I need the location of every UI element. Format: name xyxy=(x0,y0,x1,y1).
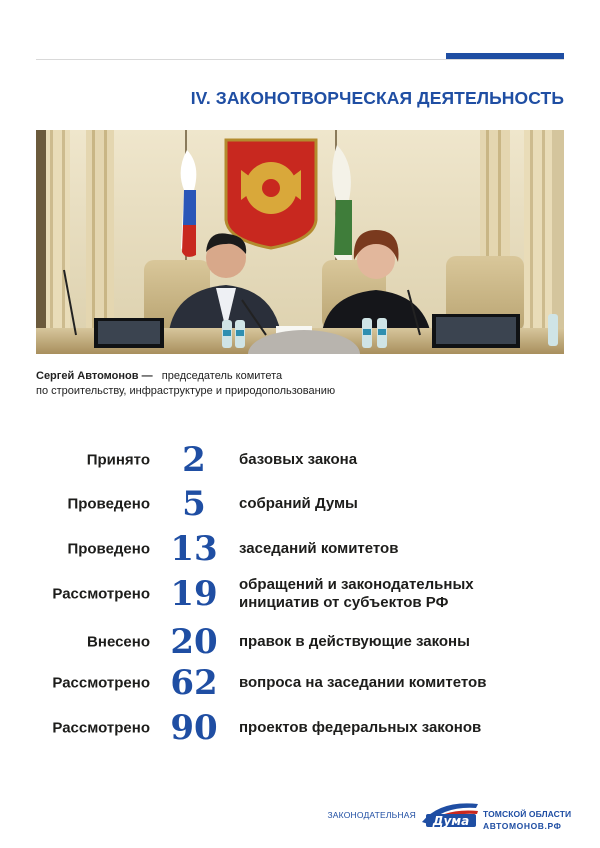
stat-row xyxy=(0,574,600,614)
stat-verb: Рассмотрено xyxy=(52,585,150,603)
section-title: IV. ЗАКОНОТВОРЧЕСКАЯ ДЕЯТЕЛЬНОСТЬ xyxy=(190,88,564,108)
stat-description xyxy=(239,540,569,558)
stat-desc-line: вопроса на заседании комитетов xyxy=(239,674,487,691)
stat-desc-line: базовых закона xyxy=(239,451,358,468)
stat-number: 19 xyxy=(170,574,218,614)
stat-description xyxy=(239,576,569,612)
stat-verb: Принято xyxy=(86,451,150,469)
stat-desc-line: заседаний комитетов xyxy=(239,540,399,557)
stat-row xyxy=(0,622,600,662)
stat-desc-line: обращений и законодательных xyxy=(239,576,474,593)
meeting-photo xyxy=(36,130,564,354)
logo-text: Дума xyxy=(432,814,470,828)
caption-line2: по строительству, инфраструктуре и природопользованию xyxy=(36,385,336,397)
stat-verb: Рассмотрено xyxy=(52,719,150,737)
footer xyxy=(0,795,600,835)
stat-verb: Проведено xyxy=(67,540,150,558)
stat-verb: Рассмотрено xyxy=(52,674,150,692)
header-accent-bar xyxy=(446,53,564,59)
stat-desc-line: правок в действующие законы xyxy=(239,633,470,650)
stat-number: 90 xyxy=(170,708,218,748)
stat-desc-line: собраний Думы xyxy=(239,495,358,512)
stat-description xyxy=(239,451,569,469)
stat-description xyxy=(239,674,569,692)
stat-number: 2 xyxy=(182,440,206,480)
duma-logo-icon xyxy=(420,798,480,828)
photo-caption xyxy=(36,369,335,399)
stat-number: 20 xyxy=(170,622,218,662)
stat-description xyxy=(239,719,569,737)
stat-number: 62 xyxy=(170,663,218,703)
stat-description xyxy=(239,633,569,651)
caption-name: Сергей Автомонов — xyxy=(36,370,153,382)
stat-desc-line: инициатив от субъектов РФ xyxy=(239,594,449,611)
stat-row xyxy=(0,663,600,703)
stat-desc-line: проектов федеральных законов xyxy=(239,719,482,736)
stat-row xyxy=(0,708,600,748)
caption-line1: председатель комитета xyxy=(161,370,283,382)
stat-row xyxy=(0,440,600,480)
footer-site-link[interactable]: АВТОМОНОВ.РФ xyxy=(483,821,562,831)
stat-row xyxy=(0,529,600,569)
stat-row xyxy=(0,484,600,524)
stat-description xyxy=(239,495,569,513)
stat-number: 13 xyxy=(170,529,218,569)
footer-left-text: ЗАКОНОДАТЕЛЬНАЯ xyxy=(327,810,416,820)
footer-right-text: ТОМСКОЙ ОБЛАСТИ xyxy=(483,809,572,819)
stat-number: 5 xyxy=(182,484,206,524)
stat-verb: Внесено xyxy=(87,633,150,651)
stat-verb: Проведено xyxy=(67,495,150,513)
header-rule xyxy=(36,59,564,60)
